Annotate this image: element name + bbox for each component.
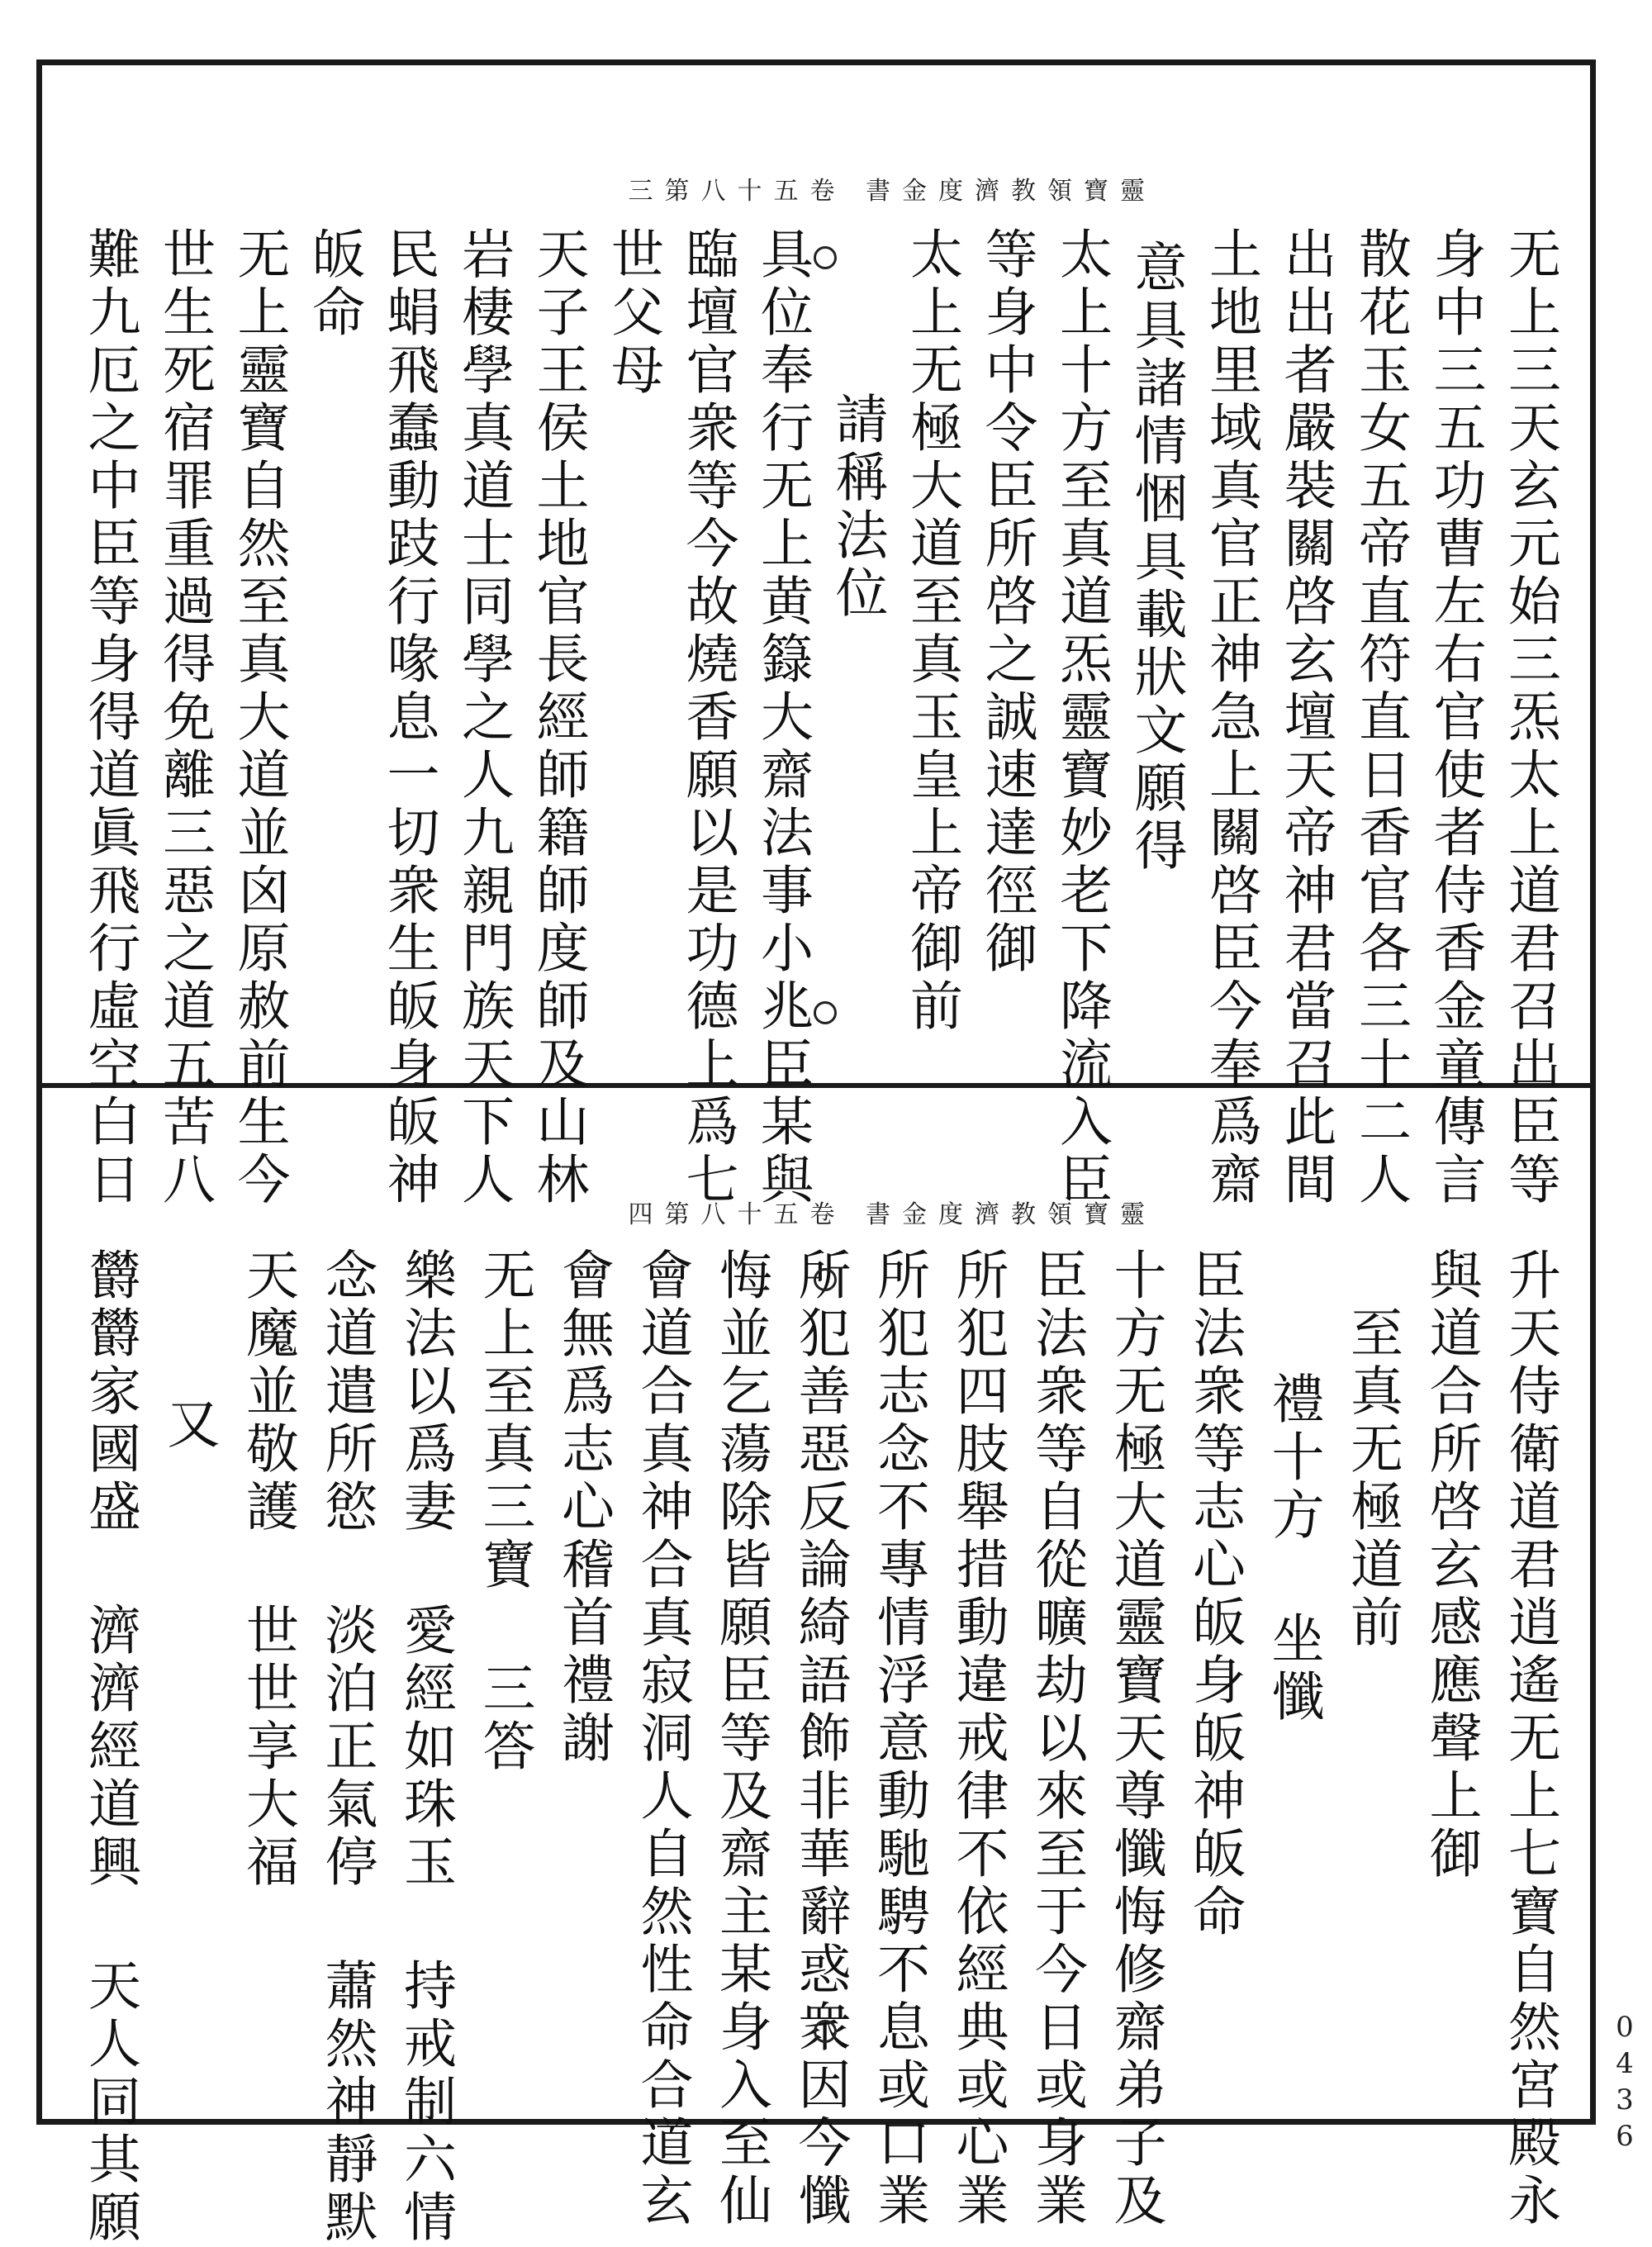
text-column: 臣法衆等自從曠劫以來至于今日或身業 [1026,1247,1087,2230]
text-column: 升天侍衛道君逍遙无上七寶自然宮殿永 [1499,1247,1560,2230]
text-column: 悔並乞蕩除皆願臣等及齋主某身入至仙 [710,1247,771,2230]
text-column: 具位奉行无上黄籙大齋法事小兆臣某與 [752,226,813,1209]
text-column: 天子王侯土地官長經師籍師度師及山林 [527,226,589,1209]
page-number: 0436 [1608,2011,1641,2156]
text-column: 臨壇官衆等今故燒香願以是功德上爲七 [676,226,738,1209]
text-column: 太上十方至真道炁靈寶妙老下降流入臣 [1051,226,1112,1209]
text-column: 意具諸情悃具載狀文願得 [1125,240,1187,876]
top-running-header: 靈寶領教濟度金書 卷五十八第三 [628,177,1156,206]
text-column: 天魔並敬護 世世享大福 [237,1247,298,1892]
text-column: 土地里域真官正神急上關啓臣今奉爲齋 [1200,226,1261,1209]
text-column: 請稱法位 [826,392,888,623]
text-column: 所犯志念不專情浮意動馳騁不息或口業 [868,1247,929,2230]
text-column: 太上无極大道至真玉皇上帝御前 [901,226,962,1036]
circle-mark [814,2020,837,2043]
text-column: 散花玉女五帝直符直日香官各三十二人 [1350,226,1411,1209]
text-column: 會道合真神合真寂洞人自然性命合道玄 [631,1247,693,2230]
text-column: 岩棲學真道士同學之人九親門族天下人 [453,226,514,1209]
text-column: 難九厄之中臣等身得道眞飛行虛空白日 [78,226,140,1209]
text-column: 身中三五功曹左右官使者侍香金童傳言 [1424,226,1486,1209]
text-column: 所犯四肢舉措動違戒律不依經典或心業 [947,1247,1009,2230]
text-column: 樂法以爲妻 愛經如珠玉 持戒制六情 [395,1247,456,2247]
text-column: 欝欝家國盛 濟濟經道興 天人同其願 [79,1247,140,2247]
bottom-running-header: 靈寶領教濟度金書 卷五十八第四 [628,1200,1156,1229]
circle-mark [814,246,837,269]
text-column: 无上三天玄元始三炁太上道君召出臣等 [1499,226,1560,1209]
text-column: 禮十方 坐懺 [1262,1371,1324,1727]
text-column: 皈命 [303,226,364,342]
text-column: 臣法衆等志心皈身皈神皈命 [1184,1247,1245,1941]
circle-mark [814,1268,837,1291]
text-column: 出出者嚴裝關啓玄壇天帝神君當召此間 [1275,226,1336,1209]
text-column: 十方无極大道靈寶天尊懺悔修齋弟子及 [1104,1247,1166,2230]
text-column: 无上至真三寶 三答 [473,1247,535,1776]
text-column: 念道遣所慾 淡泊正氣停 蕭然神靜默 [316,1247,377,2247]
text-column: 无上靈寶自然至真大道並囟原赦前生今 [228,226,290,1209]
text-column: 等身中令臣所啓之誠速達徑御 [976,226,1037,978]
text-column: 會無爲志心稽首禮謝 [553,1247,614,1768]
text-column: 世生死宿罪重過得免離三惡之道五苦八 [154,226,215,1209]
text-column: 至真无極道前 [1341,1305,1403,1652]
text-column: 所犯善惡反論綺語飾非華辭惑衆因今懺 [789,1247,851,2230]
text-column: 又 [158,1396,220,1454]
text-column: 世父母 [602,226,663,400]
text-column: 與道合所啓玄感應聲上御 [1420,1247,1482,1884]
circle-mark [814,1001,837,1024]
text-column: 民蜎飛蠢動跂行喙息一切衆生皈身皈神 [377,226,439,1209]
